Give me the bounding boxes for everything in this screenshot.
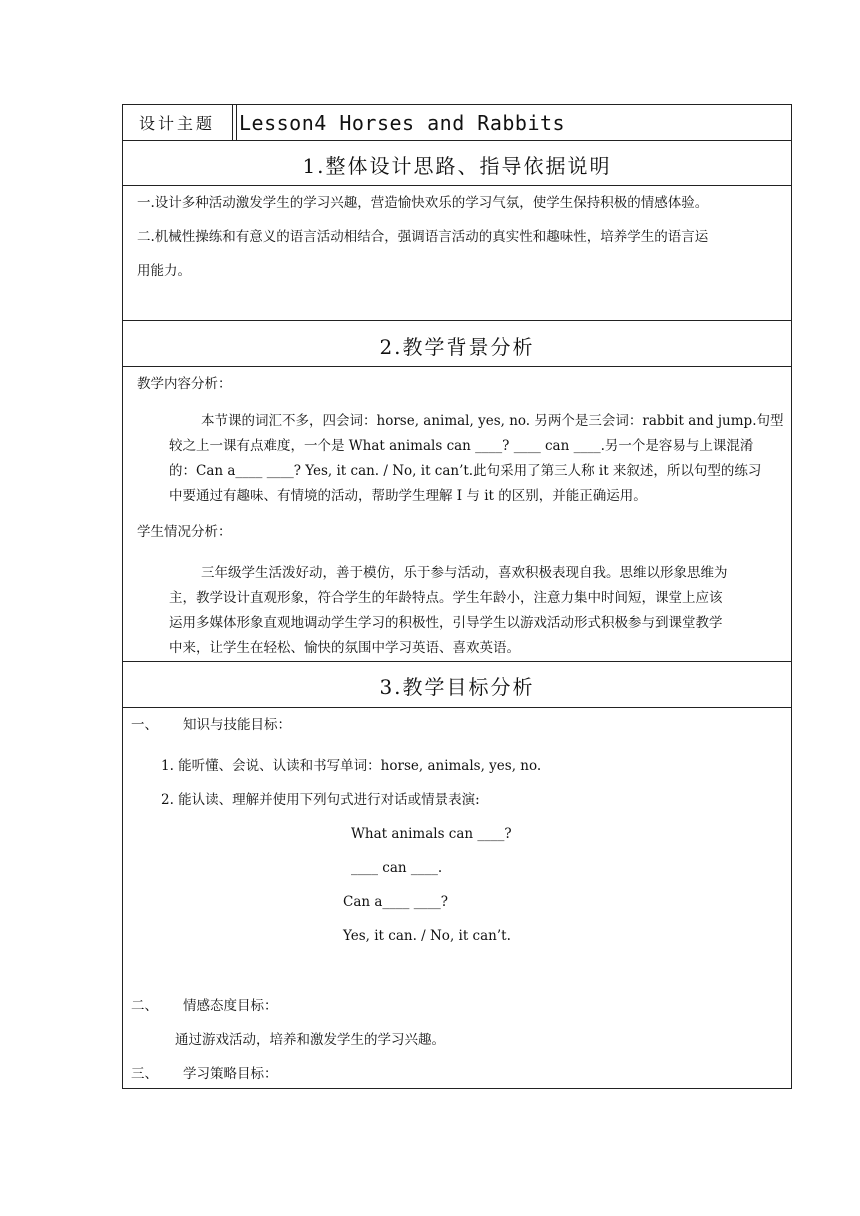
goal2-number: 二、 (131, 998, 158, 1014)
header-divider-left (232, 105, 233, 140)
student-analysis-line1: 三年级学生活泼好动，善于模仿，乐于参与活动，喜欢积极表现自我。思维以形象思维为 (201, 565, 728, 581)
section1-line1: 一.设计多种活动激发学生的学习兴趣，营造愉快欢乐的学习气氛，使学生保持积极的情感体验。 (137, 195, 709, 211)
section2-heading: 2.教学背景分析 (379, 335, 535, 359)
content-analysis-line4: 中要通过有趣味、有情境的活动，帮助学生理解 I 与 it 的区别，并能正确运用。 (169, 488, 647, 504)
goal1-item1: 1. 能听懂、会说、认读和书写单词：horse, animals, yes, no. (161, 758, 542, 774)
goal3-number: 三、 (131, 1066, 158, 1082)
goal2-label: 情感态度目标： (183, 998, 278, 1014)
sentence-pattern-1: What animals can ____? (351, 826, 512, 842)
row-divider (123, 707, 791, 708)
content-analysis-line1: 本节课的词汇不多，四会词：horse, animal, yes, no. 另两个是三会词：rabbit and jump.句型 (201, 413, 784, 429)
section3-heading: 3.教学目标分析 (379, 675, 535, 699)
row-divider (123, 366, 791, 367)
content-analysis-label: 教学内容分析： (137, 376, 232, 392)
row-divider (123, 320, 791, 321)
content-analysis-line2: 较之上一课有点难度，一个是 What animals can ____? ____ can ____.另一个是容易与上课混淆 (169, 438, 754, 454)
lesson-plan-table (122, 104, 792, 1089)
student-analysis-label: 学生情况分析： (137, 524, 232, 540)
goal2-text: 通过游戏活动，培养和激发学生的学习兴趣。 (175, 1032, 445, 1048)
student-analysis-line2: 主，教学设计直观形象，符合学生的年龄特点。学生年龄小，注意力集中时间短，课堂上应该 (169, 590, 723, 606)
row-divider (123, 661, 791, 662)
sentence-pattern-3: Can a____ ____? (343, 894, 448, 910)
goal1-label: 知识与技能目标： (183, 717, 291, 733)
design-topic-label: 设计主题 (138, 114, 215, 133)
content-analysis-line3: 的：Can a____ ____? Yes, it can. / No, it can’t.此句采用了第三人称 it 来叙述，所以句型的练习 (169, 463, 762, 479)
sentence-pattern-2: ____ can ____. (351, 860, 443, 876)
section1-line3: 用能力。 (137, 263, 191, 279)
goal1-item2: 2. 能认读、理解并使用下列句式进行对话或情景表演: (161, 792, 480, 808)
section1-heading: 1.整体设计思路、指导依据说明 (302, 154, 612, 178)
student-analysis-line4: 中来，让学生在轻松、愉快的氛围中学习英语、喜欢英语。 (169, 640, 520, 656)
row-divider (123, 140, 791, 141)
section1-line2: 二.机械性操练和有意义的语言活动相结合，强调语言活动的真实性和趣味性，培养学生的语言运 (137, 229, 709, 245)
sentence-pattern-4: Yes, it can. / No, it can’t. (343, 928, 511, 944)
header-divider-right (236, 105, 237, 140)
lesson-title: Lesson4 Horses and Rabbits (239, 110, 566, 135)
goal1-number: 一、 (131, 717, 158, 733)
goal3-label: 学习策略目标： (183, 1066, 278, 1082)
student-analysis-line3: 运用多媒体形象直观地调动学生学习的积极性，引导学生以游戏活动形式积极参与到课堂教学 (169, 615, 723, 631)
row-divider (123, 185, 791, 186)
